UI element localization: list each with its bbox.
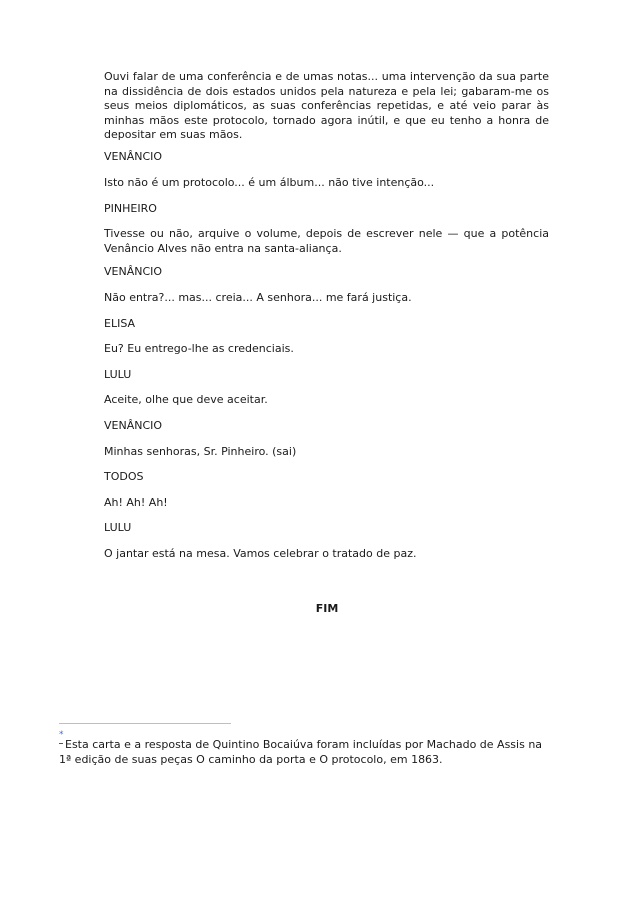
speaker-label: VENÂNCIO <box>104 150 163 163</box>
dialogue-line: Minhas senhoras, Sr. Pinheiro. (sai) <box>104 445 297 458</box>
speaker-label: TODOS <box>104 470 144 483</box>
footnote-text <box>59 737 554 767</box>
dialogue-line: Isto não é um protocolo... é um álbum... não tive intenção... <box>104 176 435 189</box>
dialogue-line: O jantar está na mesa. Vamos celebrar o tratado de paz. <box>104 547 417 560</box>
dialogue-line: Não entra?... mas... creia... A senhora... me fará justiça. <box>104 291 412 304</box>
dialogue-line: Aceite, olhe que deve aceitar. <box>104 393 268 406</box>
speaker-label: LULU <box>104 521 132 534</box>
speaker-label: VENÂNCIO <box>104 265 163 278</box>
dialogue-line: Ah! Ah! Ah! <box>104 496 168 509</box>
footnote-marker-link[interactable]: * <box>59 730 64 740</box>
footnote-separator <box>59 723 231 724</box>
speaker-label: VENÂNCIO <box>104 419 163 432</box>
dialogue-line: Eu? Eu entrego-lhe as credenciais. <box>104 342 294 355</box>
speaker-label: ELISA <box>104 317 136 330</box>
end-marker: FIM <box>315 602 339 615</box>
intro-paragraph: Ouvi falar de uma conferência e de umas notas... uma intervenção da sua parte na dissidência de dois estados unidos pela natureza e pela lei; gabaram-me os seus meios diplomáticos, as suas conferências repetidas, e até veio parar às minhas mãos este protocolo, tornado agora inútil, e que eu tenho a honra de depositar em suas mãos. <box>104 70 549 141</box>
speaker-label: LULU <box>104 368 132 381</box>
speaker-label: PINHEIRO <box>104 202 157 215</box>
dialogue-line: Tivesse ou não, arquive o volume, depois de escrever nele — que a potência Venâncio Alves não entra na santa-aliança. <box>104 227 549 255</box>
footnote-body: Esta carta e a resposta de Quintino Bocaiúva foram incluídas por Machado de Assis na 1ª edição de suas peças O caminho da porta e O protocolo, em 1863. <box>59 738 543 766</box>
